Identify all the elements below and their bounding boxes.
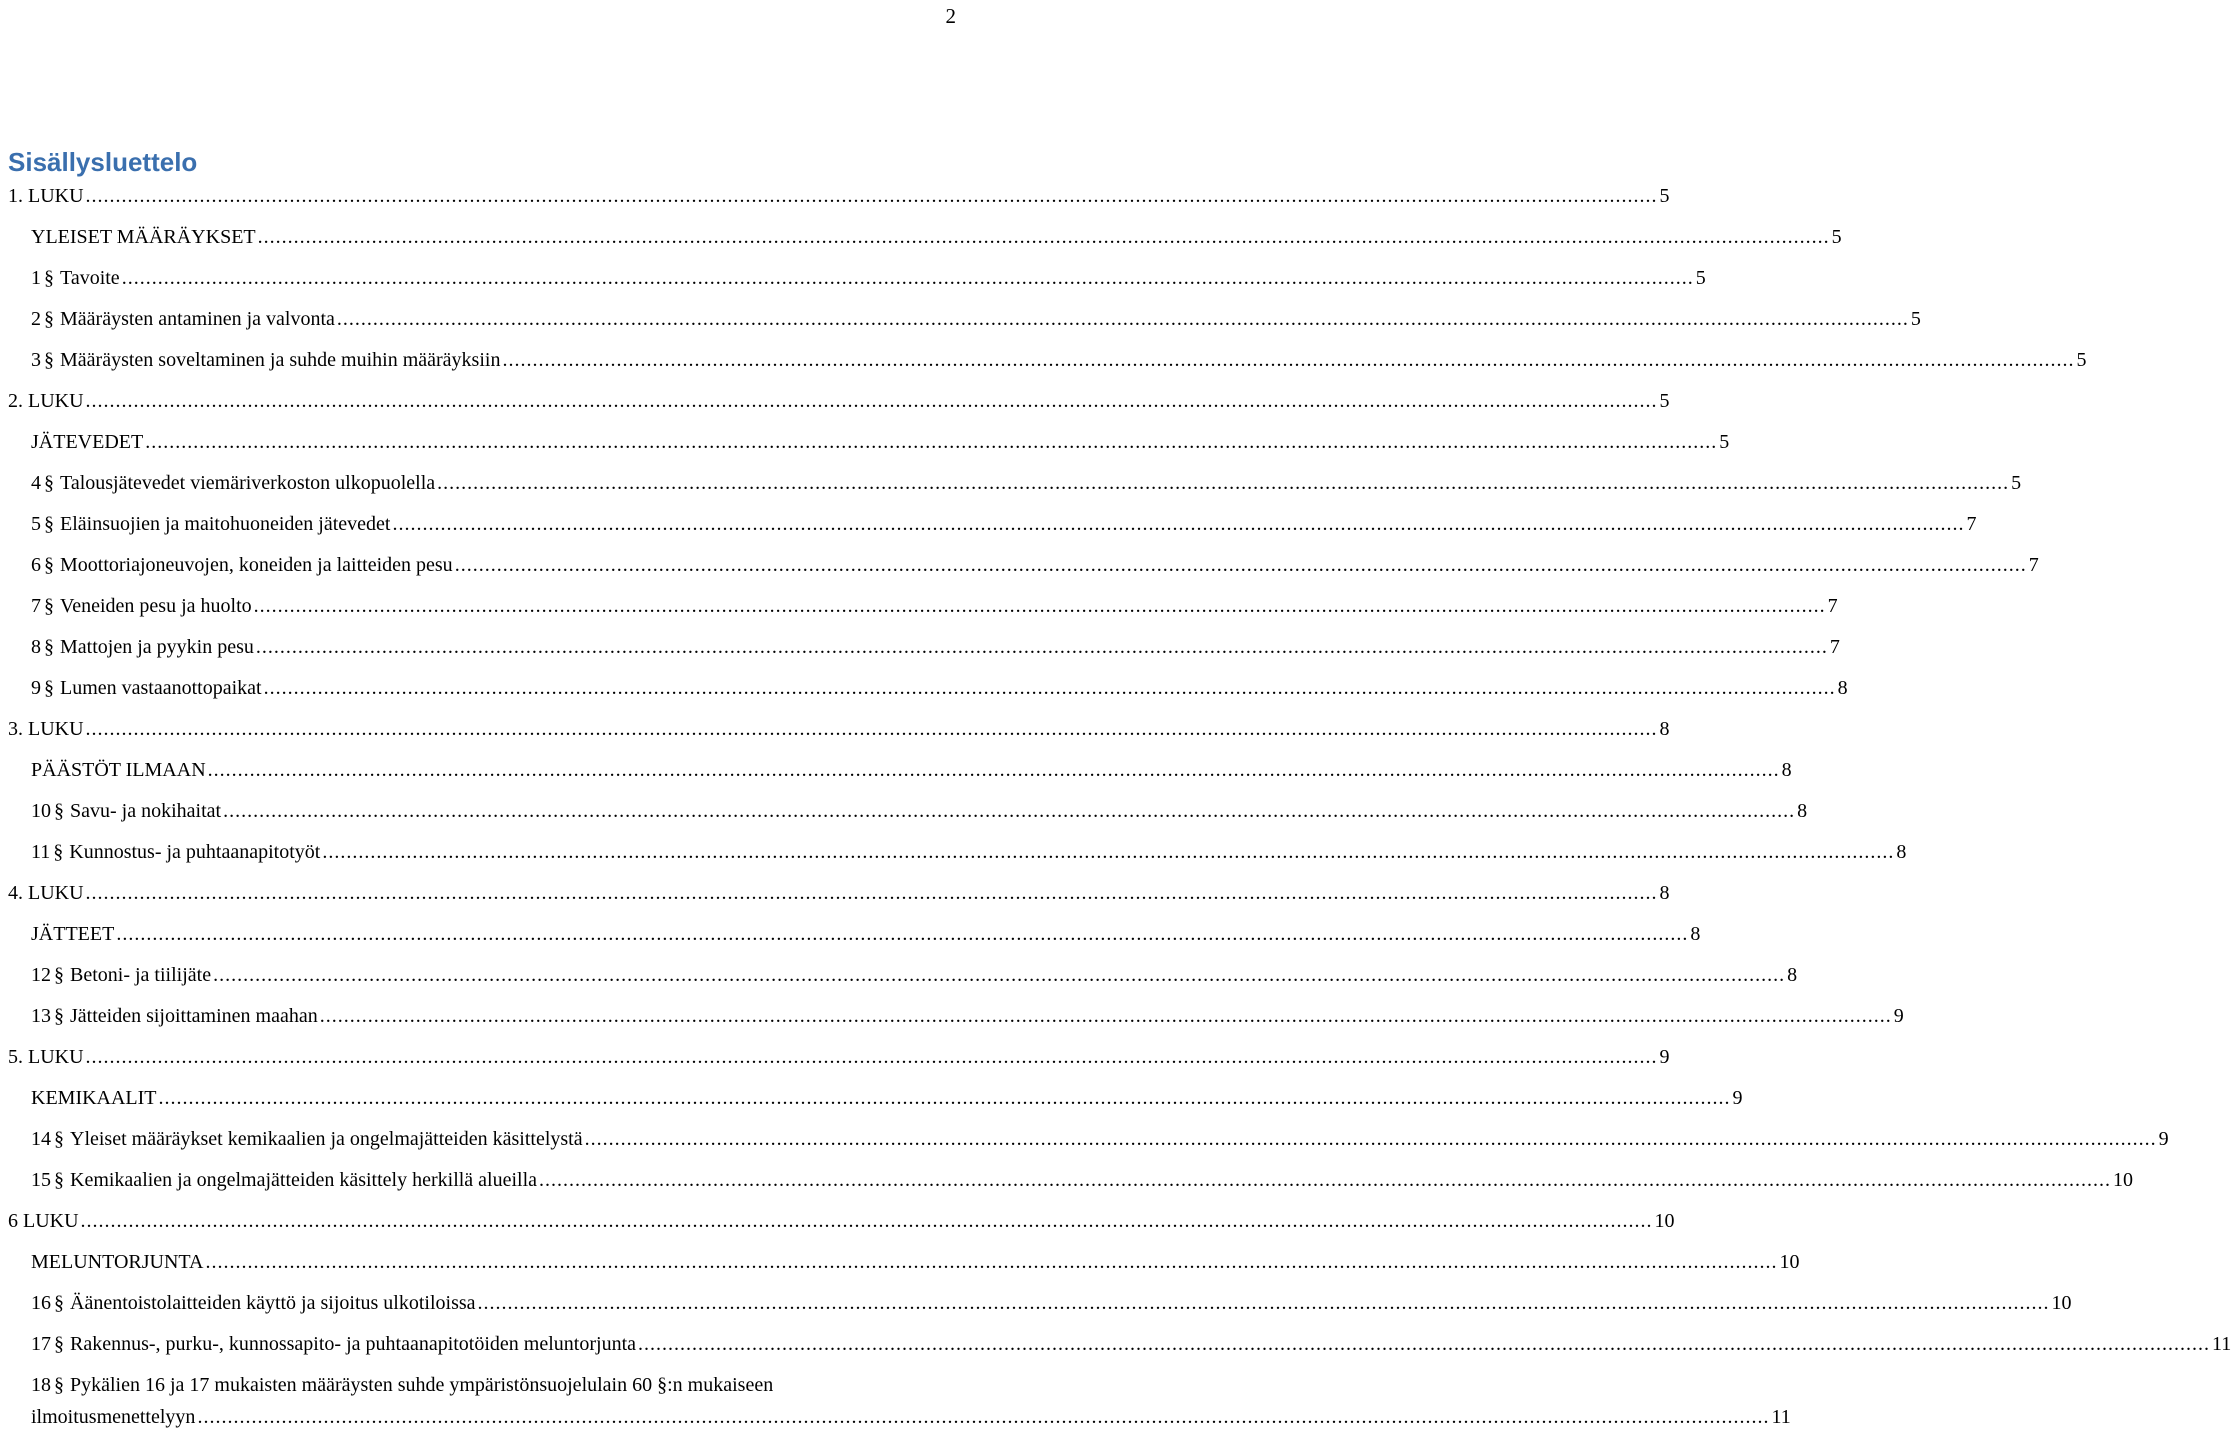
section-sign: § [44, 595, 54, 617]
toc-entry[interactable] [8, 426, 1730, 467]
dot-leader [392, 508, 1964, 540]
toc-entry-page: 11 [1771, 1406, 1791, 1428]
toc-entry-label [31, 754, 206, 786]
toc-entry-title: Eläinsuojien ja maitohuoneiden jätevedet [60, 513, 391, 535]
dot-leader [585, 1123, 2157, 1155]
toc-entry-title: Talousjätevedet viemäriverkoston ulkopuolella [60, 472, 436, 494]
toc-entry-page: 8 [1659, 718, 1670, 740]
section-sign: § [44, 677, 54, 699]
dot-leader [223, 795, 1795, 827]
toc-entry-title: Savu- ja nokihaitat [70, 800, 222, 822]
section-sign: § [44, 472, 54, 494]
toc-entry[interactable] [8, 918, 1701, 959]
toc-entry[interactable] [8, 303, 1921, 344]
toc-entry-title: 5. LUKU [8, 1046, 84, 1068]
toc-entry[interactable] [8, 467, 2022, 508]
toc-entry[interactable] [8, 590, 1838, 631]
toc-entry-label [31, 467, 435, 499]
toc-entry-page: 5 [1659, 390, 1670, 412]
toc-entry-number: 4 [31, 472, 41, 494]
toc-entry-text-block [31, 1369, 1791, 1433]
toc-entry[interactable] [8, 1369, 1791, 1433]
toc-entry-label [31, 1123, 583, 1155]
toc-entry[interactable] [8, 549, 2039, 590]
toc-entry[interactable] [8, 180, 1670, 221]
dot-leader [86, 713, 1658, 745]
toc-entry-title: Pykälien 16 ja 17 mukaisten määräysten suhde ympäristönsuojelulain 60 §:n mukaiseen [70, 1374, 774, 1396]
toc-entry-title: Kemikaalien ja ongelmajätteiden käsittely herkillä alueilla [70, 1169, 538, 1191]
toc-entry-label [8, 713, 84, 745]
toc-entry-label [31, 1082, 157, 1114]
toc-entry-page: 8 [1797, 800, 1808, 822]
toc-entry-title: YLEISET MÄÄRÄYKSET [31, 226, 256, 248]
toc-entry-title: Yleiset määräykset kemikaalien ja ongelmajätteiden käsittelystä [70, 1128, 583, 1150]
toc-entry-title: Määräysten soveltaminen ja suhde muihin määräyksiin [60, 349, 501, 371]
dot-leader [322, 836, 1894, 868]
toc-entry-number: 2 [31, 308, 41, 330]
toc-entry-number: 9 [31, 677, 41, 699]
toc-entry-title: 3. LUKU [8, 718, 84, 740]
toc-entry[interactable] [8, 959, 1798, 1000]
toc-entry-title: Tavoite [60, 267, 120, 289]
toc-entry-number: 7 [31, 595, 41, 617]
toc-entry[interactable] [8, 1000, 1904, 1041]
toc-entry[interactable] [8, 344, 2087, 385]
dot-leader [86, 385, 1658, 417]
toc-entry-label [31, 1328, 636, 1360]
toc-entry-label [8, 180, 84, 212]
toc-entry[interactable] [8, 754, 1792, 795]
dot-leader [254, 590, 1826, 622]
section-sign: § [44, 267, 54, 289]
toc-entry[interactable] [8, 221, 1842, 262]
toc-entry-number: 5 [31, 513, 41, 535]
page-number: 2 [945, 4, 956, 28]
toc-entry[interactable] [8, 1287, 2072, 1328]
toc-entry-page: 7 [2028, 554, 2039, 576]
toc-entry-title: PÄÄSTÖT ILMAAN [31, 759, 206, 781]
dot-leader [86, 180, 1658, 212]
dot-leader [437, 467, 2009, 499]
toc-entry-page: 8 [1690, 923, 1701, 945]
toc-entry-title: MELUNTORJUNTA [31, 1251, 204, 1273]
toc-entry-number: 13 [31, 1005, 51, 1027]
toc-entry-number: 17 [31, 1333, 51, 1355]
section-sign: § [44, 349, 54, 371]
toc-entry-number: 10 [31, 800, 51, 822]
section-sign: § [54, 800, 64, 822]
section-sign: § [54, 1374, 64, 1396]
toc-entry-title: 1. LUKU [8, 185, 84, 207]
toc-entry[interactable] [8, 836, 1907, 877]
toc-entry-page: 7 [1966, 513, 1977, 535]
toc-entry-label [31, 795, 221, 827]
toc-entry-label [31, 344, 500, 376]
toc-entry-label [31, 672, 262, 704]
toc-entry-title: JÄTTEET [31, 923, 115, 945]
toc-entry-page: 7 [1827, 595, 1838, 617]
toc-entry-number: 14 [31, 1128, 51, 1150]
toc-entry-label [31, 631, 254, 663]
toc-entry-title: Lumen vastaanottopaikat [60, 677, 262, 699]
section-sign: § [44, 513, 54, 535]
toc-entry-label [8, 1041, 84, 1073]
toc-entry-page: 8 [1787, 964, 1798, 986]
toc-entry-label [8, 385, 84, 417]
toc-entry-page: 8 [1781, 759, 1792, 781]
toc-entry-number: 8 [31, 636, 41, 658]
toc-entry-page: 5 [1695, 267, 1706, 289]
toc-entry-page: 7 [1829, 636, 1840, 658]
toc-entry-title: Määräysten antaminen ja valvonta [60, 308, 335, 330]
dot-leader [81, 1205, 1653, 1237]
toc-entry-label [31, 959, 211, 991]
toc-entry-page: 10 [1654, 1210, 1675, 1232]
toc-entry-page: 9 [1732, 1087, 1743, 1109]
toc-entry-number: 16 [31, 1292, 51, 1314]
toc-entry-page: 5 [1719, 431, 1730, 453]
toc-entry-number: 12 [31, 964, 51, 986]
toc-entry-title: Moottoriajoneuvojen, koneiden ja laitteiden pesu [60, 554, 453, 576]
section-sign: § [53, 841, 64, 863]
table-of-contents [8, 180, 2231, 1433]
toc-entry[interactable] [8, 508, 1977, 549]
toc-entry-number: 1 [31, 267, 41, 289]
toc-entry-page: 5 [2011, 472, 2022, 494]
toc-entry-title: 4. LUKU [8, 882, 84, 904]
section-sign: § [44, 308, 54, 330]
section-sign: § [54, 1169, 64, 1191]
toc-entry-page: 10 [2113, 1169, 2134, 1191]
toc-entry-page: 5 [1910, 308, 1921, 330]
toc-entry-title: JÄTEVEDET [31, 431, 144, 453]
toc-entry-label [31, 303, 335, 335]
dot-leader [337, 303, 1909, 335]
toc-entry-title: 6 LUKU [8, 1210, 79, 1232]
section-sign: § [44, 554, 54, 576]
toc-entry-label [31, 1246, 203, 1278]
dot-leader [208, 754, 1780, 786]
dot-leader [145, 426, 1717, 458]
dot-leader [86, 1041, 1658, 1073]
toc-entry-page: 9 [2158, 1128, 2169, 1150]
toc-entry-label [31, 1000, 318, 1032]
section-sign: § [54, 1333, 64, 1355]
toc-entry[interactable] [8, 1328, 2231, 1369]
toc-entry-title: Veneiden pesu ja huolto [60, 595, 252, 617]
toc-entry-page: 5 [2076, 349, 2087, 371]
toc-entry[interactable] [8, 1246, 1800, 1287]
dot-leader [159, 1082, 1731, 1114]
toc-entry[interactable] [8, 877, 1670, 918]
toc-entry-label [31, 590, 252, 622]
toc-entry-label [31, 508, 390, 540]
toc-entry-page: 8 [1896, 841, 1907, 863]
toc-entry-title: Jätteiden sijoittaminen maahan [70, 1005, 318, 1027]
toc-entry-title: Kunnostus- ja puhtaanapitotyöt [69, 841, 321, 863]
dot-leader [502, 344, 2074, 376]
toc-entry-label [31, 1287, 476, 1319]
toc-entry-label [31, 262, 120, 294]
toc-entry[interactable] [8, 262, 1706, 303]
toc-title: Sisällysluettelo [8, 147, 198, 177]
toc-entry-page: 11 [2212, 1333, 2231, 1355]
toc-entry-title: Mattojen ja pyykin pesu [60, 636, 254, 658]
toc-entry-page: 5 [1659, 185, 1670, 207]
toc-entry[interactable] [8, 1164, 2134, 1205]
section-sign: § [44, 636, 54, 658]
toc-entry-number: 3 [31, 349, 41, 371]
section-sign: § [54, 1128, 64, 1150]
toc-entry-title: Äänentoistolaitteiden käyttö ja sijoitus ulkotiloissa [70, 1292, 476, 1314]
toc-entry-label [31, 426, 143, 458]
dot-leader [539, 1164, 2111, 1196]
toc-entry-title: KEMIKAALIT [31, 1087, 157, 1109]
toc-entry[interactable] [8, 385, 1670, 426]
section-sign: § [54, 1292, 64, 1314]
toc-entry-label [31, 836, 320, 868]
toc-entry[interactable] [8, 1082, 1743, 1123]
dot-leader [478, 1287, 2050, 1319]
dot-leader [320, 1000, 1892, 1032]
toc-entry-title-continued: ilmoitusmenettelyyn [31, 1406, 196, 1428]
toc-entry-page: 10 [2051, 1292, 2072, 1314]
dot-leader [122, 262, 1694, 294]
dot-leader [264, 672, 1836, 704]
toc-entry[interactable] [8, 1205, 1675, 1246]
dot-leader [638, 1328, 2210, 1360]
toc-entry-title: Betoni- ja tiilijäte [70, 964, 212, 986]
toc-entry-page: 10 [1779, 1251, 1800, 1273]
dot-leader [213, 959, 1785, 991]
toc-entry-label [31, 549, 453, 581]
section-sign: § [54, 964, 64, 986]
toc-entry[interactable] [8, 713, 1670, 754]
toc-entry-page: 9 [1659, 1046, 1670, 1068]
dot-leader [205, 1246, 1777, 1278]
dot-leader [455, 549, 2027, 581]
toc-entry-page: 8 [1659, 882, 1670, 904]
toc-entry-number: 18 [31, 1374, 51, 1396]
dot-leader [256, 631, 1828, 663]
toc-entry[interactable] [8, 631, 1840, 672]
toc-entry-label [8, 1205, 79, 1237]
toc-entry[interactable] [8, 672, 1848, 713]
toc-entry-page: 5 [1831, 226, 1842, 248]
dot-leader [197, 1401, 1769, 1433]
toc-entry[interactable] [8, 795, 1808, 836]
toc-entry-label [31, 221, 256, 253]
toc-entry-label [8, 877, 84, 909]
dot-leader [116, 918, 1688, 950]
toc-entry-page: 9 [1893, 1005, 1904, 1027]
toc-entry-number: 6 [31, 554, 41, 576]
toc-entry-label [31, 918, 114, 950]
toc-entry[interactable] [8, 1123, 2169, 1164]
toc-entry[interactable] [8, 1041, 1670, 1082]
dot-leader [258, 221, 1830, 253]
toc-entry-label [31, 1164, 537, 1196]
toc-entry-page: 8 [1837, 677, 1848, 699]
toc-entry-title: 2. LUKU [8, 390, 84, 412]
toc-entry-number: 15 [31, 1169, 51, 1191]
toc-entry-title: Rakennus-, purku-, kunnossapito- ja puhtaanapitotöiden meluntorjunta [70, 1333, 636, 1355]
toc-entry-number: 11 [31, 841, 51, 863]
toc-entry-line [31, 1369, 1791, 1401]
section-sign: § [54, 1005, 64, 1027]
toc-entry-line [31, 1401, 1791, 1433]
dot-leader [86, 877, 1658, 909]
